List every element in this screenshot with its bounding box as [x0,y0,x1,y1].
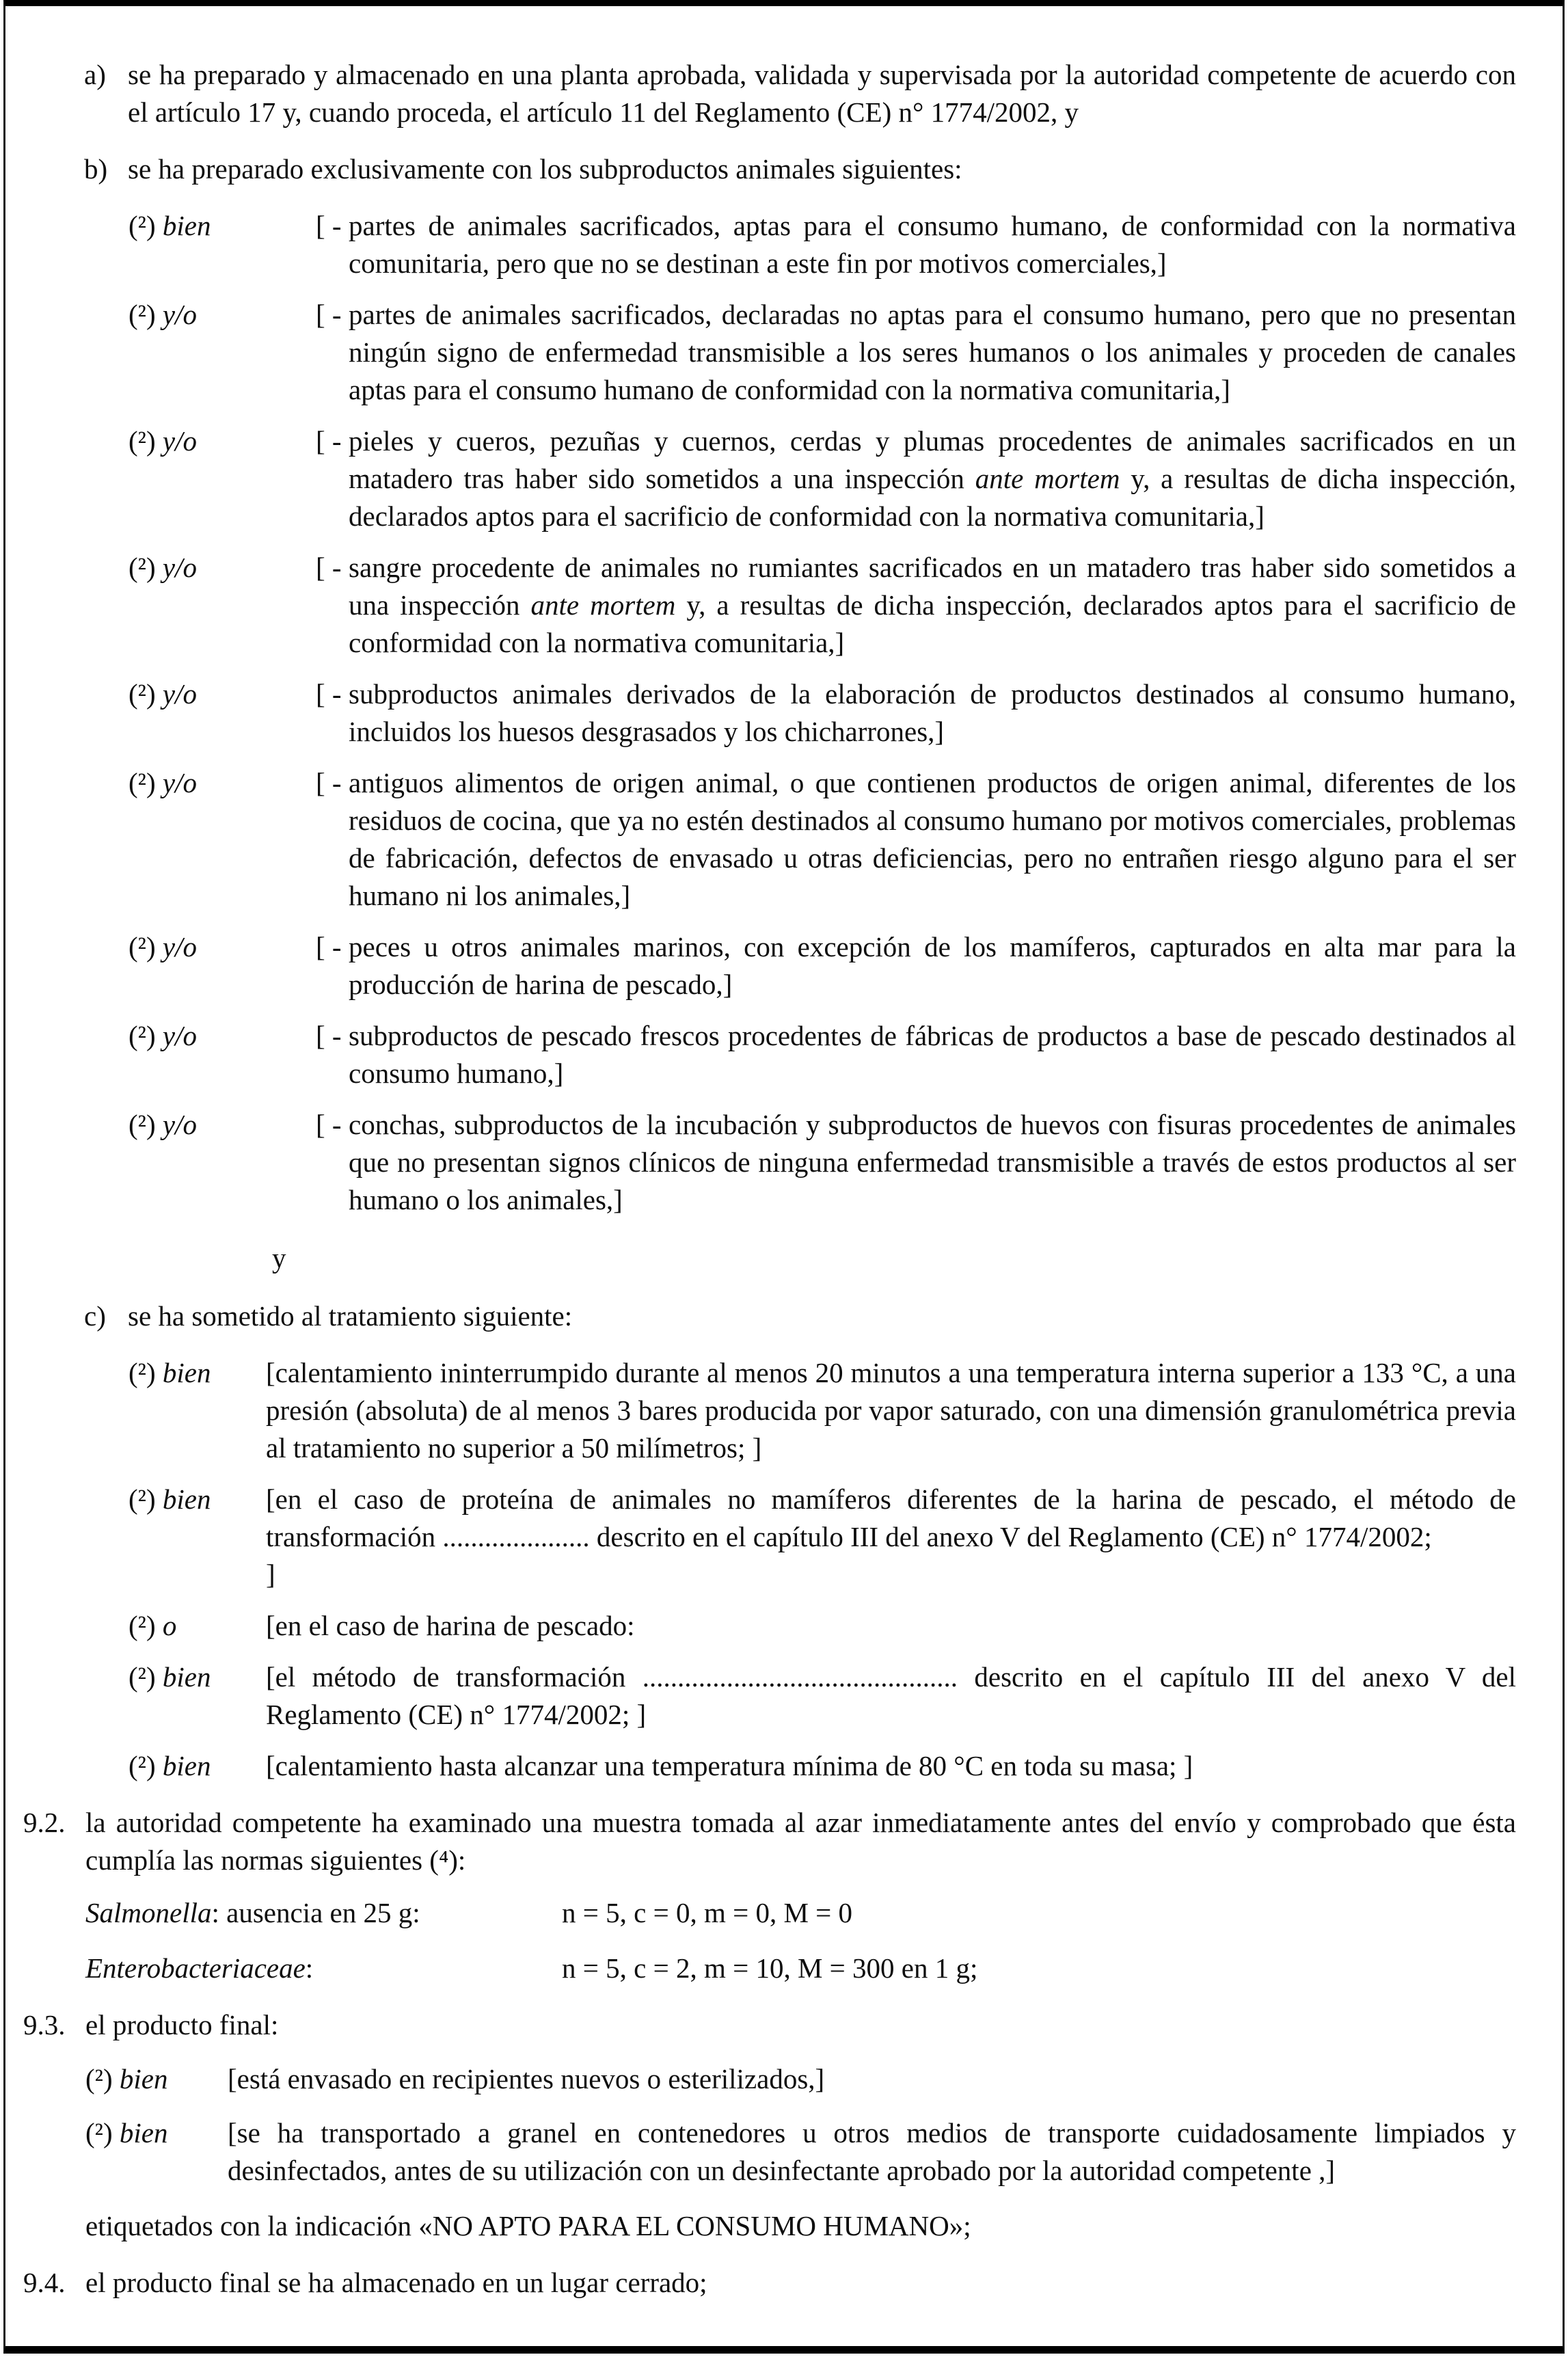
c-subitem-5 [23,1747,1516,1785]
b-subitem-7 [23,928,1516,1004]
b-subitem-5-text: subproductos animales derivados de la elaboración de productos destinados al consumo humano, incluidos los huesos desgrasados y los chicharrones,] [349,678,1516,747]
b-subitem-6-label: (²) y/o [129,767,197,798]
s93-subitem-1-label: (²) bien [85,2063,168,2095]
c-subitem-4-text: [el método de transformación ............................................. descrito en el capítulo III del anexo V del Reglamento (CE) n° 1774/2002; ] [266,1661,1516,1730]
bracket-dash: [ - [316,299,342,330]
b-subitem-9-label: (²) y/o [129,1109,197,1140]
labeling-note: etiquetados con la indicación «NO APTO PARA EL CONSUMO HUMANO»; [85,2210,971,2241]
section-9-3-number: 9.3. [23,2009,66,2041]
s93-subitem-1-text: [está envasado en recipientes nuevos o esterilizados,] [228,2063,825,2095]
s93-subitem-2-text: [se ha transportado a granel en contenedores u otros medios de transporte cuidadosamente limpiados y desinfectados, antes de su utilización con un desinfectante aprobado por la autoridad competente ,] [228,2117,1516,2186]
c-subitem-1 [23,1354,1516,1467]
s93-subitem-1 [23,2060,1516,2098]
b-subitem-5 [23,675,1516,751]
section-9-2-number: 9.2. [23,1807,66,1838]
clause-c [23,1297,1516,1335]
microbiology-row-salmonella [23,1894,1516,1932]
c-subitem-3-label: (²) o [129,1610,177,1641]
c-subitem-4-label: (²) bien [129,1661,211,1693]
organism-label: Enterobacteriaceae: [85,1952,314,1984]
organism-label: Salmonella: ausencia en 25 g: [85,1897,420,1928]
clause-b-marker: b) [84,153,108,185]
b-subitem-2 [23,296,1516,409]
clause-a [23,56,1516,131]
bracket-dash: [ - [316,1109,342,1140]
c-subitem-5-label: (²) bien [129,1750,211,1781]
b-subitem-5-label: (²) y/o [129,678,197,710]
b-subitem-2-text: partes de animales sacrificados, declaradas no aptas para el consumo humano, pero que no presentan ningún signo de enfermedad transmisible a los seres humanos o los animales y proceden de canales aptas para el consumo humano de conformidad con la normativa comunitaria,] [349,299,1516,405]
section-9-4-number: 9.4. [23,2267,66,2298]
document-content [23,56,1516,2302]
b-subitem-4-label: (²) y/o [129,552,197,583]
section-9-4 [23,2264,1516,2302]
c-subitem-1-text: [calentamiento ininterrumpido durante al menos 20 minutos a una temperatura interna superior a 133 °C, a una presión (absoluta) de al menos 3 bares producida por vapor saturado, con una dimensión granulométrica previa al tratamiento no superior a 50 milímetros; ] [266,1357,1516,1464]
section-9-3-text: el producto final: [85,2009,279,2041]
b-subitem-3-text: pieles y cueros, pezuñas y cuernos, cerdas y plumas procedentes de animales sacrificados en un matadero tras haber sido sometidos a una inspección ante mortem y, a resultas de dicha inspección, declarados aptos para el sacrificio de conformidad con la normativa comunitaria,] [349,425,1516,532]
bracket-dash: [ - [316,210,342,241]
b-subitem-7-label: (²) y/o [129,931,197,962]
clause-c-text: se ha sometido al tratamiento siguiente: [128,1300,573,1332]
b-subitem-9-text: conchas, subproductos de la incubación y subproductos de huevos con fisuras procedentes de animales que no presentan signos clínicos de ninguna enfermedad transmisible a través de estos productos al ser humano o los animales,] [349,1109,1516,1215]
b-subitem-2-label: (²) y/o [129,299,197,330]
section-9-2-text: la autoridad competente ha examinado una muestra tomada al azar inmediatamente antes del envío y comprobado que ésta cumplía las normas siguientes (⁴): [85,1807,1516,1876]
microbiology-values: n = 5, c = 0, m = 0, M = 0 [562,1897,853,1928]
microbiology-values: n = 5, c = 2, m = 10, M = 300 en 1 g; [562,1952,978,1984]
c-subitem-4 [23,1658,1516,1734]
c-subitem-2-label: (²) bien [129,1483,211,1515]
b-subitem-1-text: partes de animales sacrificados, aptas para el consumo humano, de conformidad con la normativa comunitaria, pero que no se destinan a este fin por motivos comerciales,] [349,210,1516,279]
c-subitem-2-closing-bracket: ] [266,1559,275,1590]
c-subitem-3-text: [en el caso de harina de pescado: [266,1610,635,1641]
b-subitem-1-label: (²) bien [129,210,211,241]
s93-subitem-2-label: (²) bien [85,2117,168,2149]
clause-b-text: se ha preparado exclusivamente con los subproductos animales siguientes: [128,153,962,185]
b-subitem-8-text: subproductos de pescado frescos procedentes de fábricas de productos a base de pescado destinados al consumo humano,] [349,1020,1516,1089]
clause-a-text: se ha preparado y almacenado en una planta aprobada, validada y supervisada por la autoridad competente de acuerdo con el artículo 17 y, cuando proceda, el artículo 11 del Reglamento (CE) n° 1774/2002, y [128,59,1516,128]
b-subitem-9 [23,1106,1516,1219]
b-subitem-3 [23,422,1516,535]
bracket-dash: [ - [316,931,342,962]
bracket-dash: [ - [316,425,342,457]
b-subitem-6 [23,764,1516,915]
section-9-2 [23,1804,1516,1879]
c-subitem-2 [23,1481,1516,1593]
clause-a-marker: a) [84,59,106,90]
section-9-4-text: el producto final se ha almacenado en un lugar cerrado; [85,2267,707,2298]
clause-c-marker: c) [84,1300,106,1332]
b-subitem-8 [23,1017,1516,1092]
b-subitem-1 [23,207,1516,282]
b-subitem-4-text: sangre procedente de animales no rumiantes sacrificados en un matadero tras haber sido sometidos a una inspección ante mortem y, a resultas de dicha inspección, declarados aptos para el sacrificio de conformidad con la normativa comunitaria,] [349,552,1517,658]
b-subitem-7-text: peces u otros animales marinos, con excepción de los mamíferos, capturados en alta mar para la producción de harina de pescado,] [349,931,1516,1000]
y-separator: y [272,1242,286,1274]
clause-b [23,150,1516,188]
c-subitem-5-text: [calentamiento hasta alcanzar una temperatura mínima de 80 °C en toda su masa; ] [266,1750,1193,1781]
bracket-dash: [ - [316,767,342,798]
bracket-dash: [ - [316,552,342,583]
bracket-dash: [ - [316,1020,342,1051]
s93-subitem-2 [23,2114,1516,2190]
b-subitem-6-text: antiguos alimentos de origen animal, o que contienen productos de origen animal, diferentes de los residuos de cocina, que ya no estén destinados al consumo humano por motivos comerciales, problemas de fabricación, defectos de envasado u otras deficiencias, pero no entrañen riesgo alguno para el ser humano ni los animales,] [349,767,1516,911]
section-9-3 [23,2006,1516,2044]
c-subitem-2-text: [en el caso de proteína de animales no mamíferos diferentes de la harina de pescado, el método de transformación ..................... descrito en el capítulo III del anexo V del Reglamento (CE) n° 1774/2002; [266,1483,1516,1552]
c-subitem-1-label: (²) bien [129,1357,211,1388]
b-subitem-3-label: (²) y/o [129,425,197,457]
c-subitem-3 [23,1607,1516,1645]
microbiology-row-enterobacteriaceae [23,1950,1516,1987]
bracket-dash: [ - [316,678,342,710]
b-subitem-4 [23,549,1516,662]
b-subitem-8-label: (²) y/o [129,1020,197,1051]
